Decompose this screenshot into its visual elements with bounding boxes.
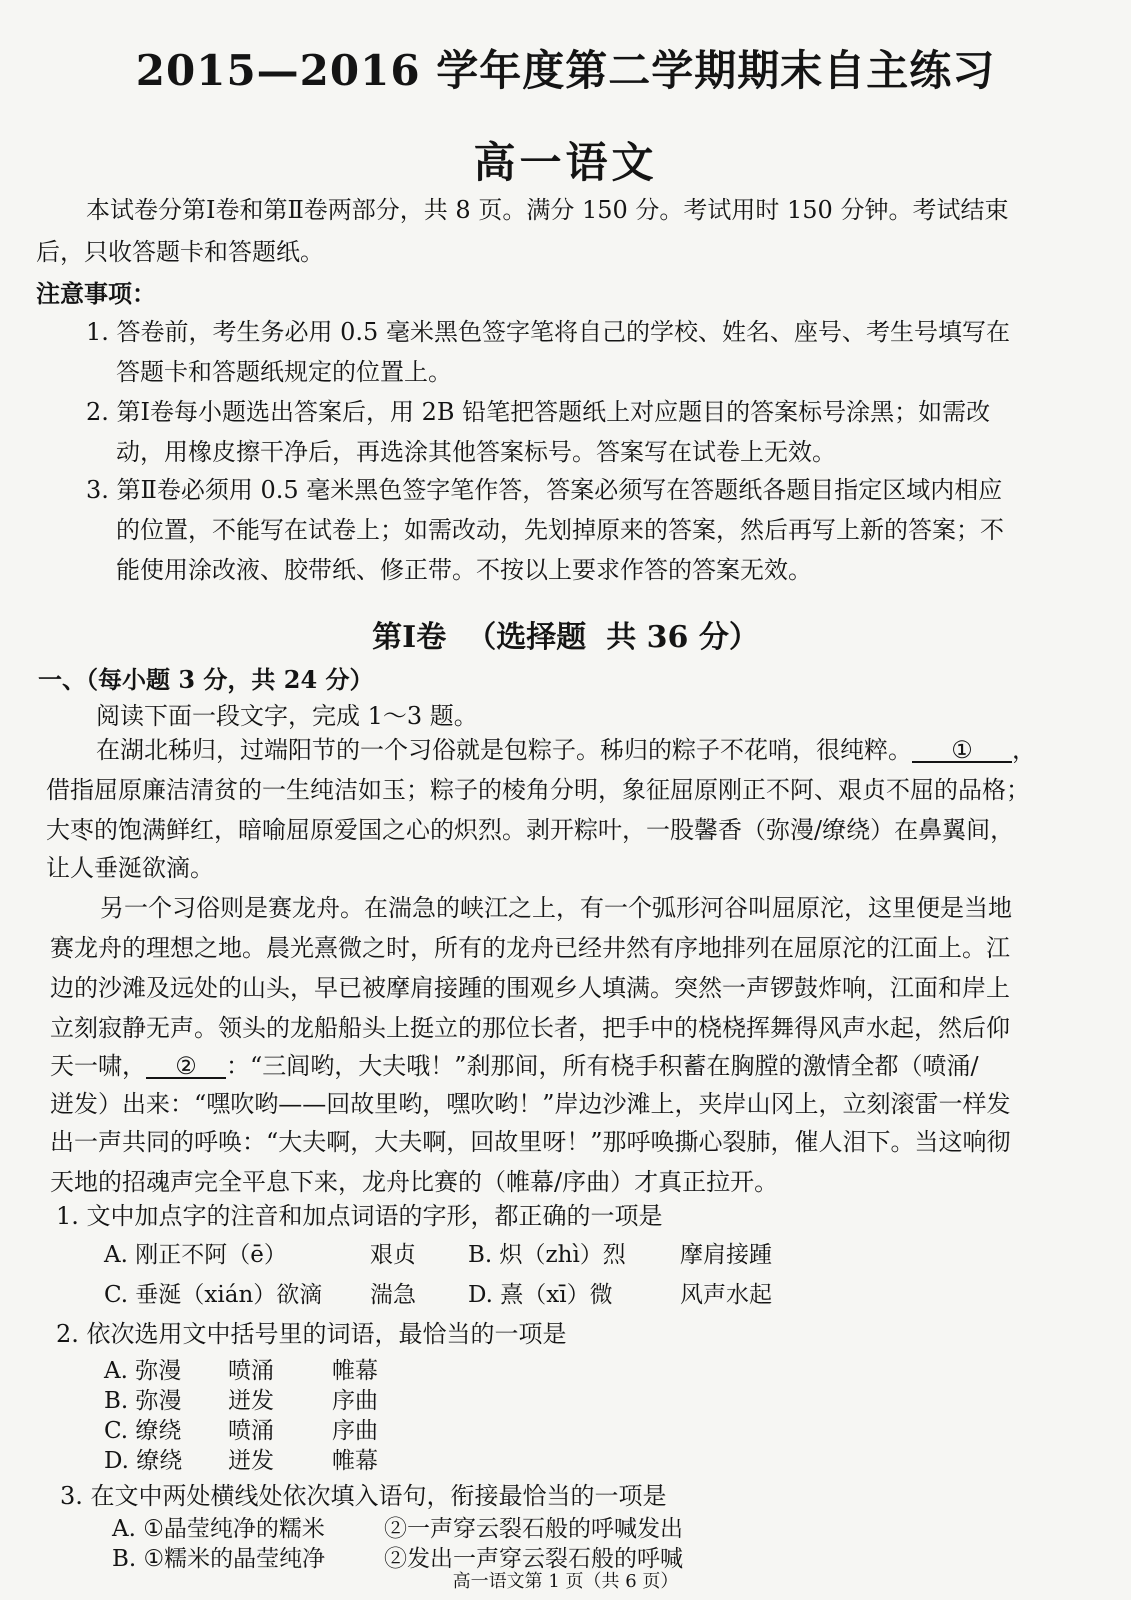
- passage-line: 另一个习俗则是赛龙舟。在湍急的峡江之上，有一个弧形河谷叫屈原沱，这里便是当地: [100, 894, 1012, 922]
- passage-text: 天一啸，: [50, 1052, 146, 1080]
- q3-option-b-part2: ②发出一声穿云裂石般的呼喊: [384, 1546, 683, 1572]
- part-heading: 一、（每小题 3 分，共 24 分）: [38, 665, 374, 694]
- q2-option-b: [104, 1382, 378, 1415]
- passage-line: 赛龙舟的理想之地。晨光熹微之时，所有的龙舟已经井然有序地排列在屈原沱的江面上。江: [50, 934, 1010, 962]
- exam-title: 2015—2016 学年度第二学期期末自主练习: [135, 46, 996, 95]
- notice-line: 1. 答卷前，考生务必用 0.5 毫米黑色签字笔将自己的学校、姓名、座号、考生号填写在: [86, 318, 1010, 346]
- q1-option-d-word: 风声水起: [680, 1282, 772, 1308]
- intro-line-1: 本试卷分第Ⅰ卷和第Ⅱ卷两部分，共 8 页。满分 150 分。考试用时 150 分钟。考试结束: [86, 196, 1009, 224]
- blank-2: ②: [146, 1055, 226, 1079]
- notice-line: 答题卡和答题纸规定的位置上。: [116, 358, 452, 386]
- q2-word: 序曲: [332, 1418, 378, 1444]
- notice-line: 3. 第Ⅱ卷必须用 0.5 毫米黑色签字笔作答，答案必须写在答题纸各题目指定区域内相应: [86, 476, 1003, 504]
- q2-word: C. 缭绕: [104, 1418, 182, 1444]
- passage-text: 在湖北秭归，过端阳节的一个习俗就是包粽子。秭归的粽子不花哨，很纯粹。: [96, 736, 912, 764]
- q2-word: 迸发: [228, 1448, 274, 1474]
- passage-text: ，: [1012, 736, 1036, 764]
- section-heading: [0, 612, 1131, 656]
- q2-word: 喷涌: [228, 1418, 274, 1444]
- q1-option-c: C. 垂涎（xián）欲滴: [104, 1282, 323, 1308]
- q2-word: 喷涌: [228, 1358, 274, 1384]
- q1-option-b-word: 摩肩接踵: [680, 1242, 772, 1268]
- passage-line: [96, 730, 1036, 765]
- q2-word: 迸发: [228, 1388, 274, 1414]
- q2-word: 帷幕: [332, 1448, 378, 1474]
- question-1-stem: 1. 文中加点字的注音和加点词语的字形，都正确的一项是: [56, 1202, 663, 1230]
- passage-line: 立刻寂静无声。领头的龙船船头上挺立的那位长者，把手中的桡桡挥舞得风声水起，然后仰: [50, 1014, 1010, 1042]
- notice-line: 能使用涂改液、胶带纸、修正带。不按以上要求作答的答案无效。: [116, 556, 812, 584]
- passage-line: [50, 1046, 979, 1081]
- passage-line: 天地的招魂声完全平息下来，龙舟比赛的（帷幕/序曲）才真正拉开。: [50, 1168, 779, 1196]
- blank-1: ①: [912, 739, 1012, 763]
- question-2-stem: 2. 依次选用文中括号里的词语，最恰当的一项是: [56, 1320, 567, 1348]
- passage-line: 借指屈原廉洁清贫的一生纯洁如玉；粽子的棱角分明，象征屈原刚正不阿、艰贞不屈的品格；: [46, 776, 1030, 804]
- section-score: 共 36 分）: [606, 620, 759, 655]
- q1-option-c-word: 湍急: [370, 1282, 416, 1308]
- q1-option-d: D. 熹（xī）微: [468, 1282, 613, 1308]
- notice-line: 的位置，不能写在试卷上；如需改动，先划掉原来的答案，然后再写上新的答案；不: [116, 516, 1004, 544]
- q2-option-a: [104, 1352, 378, 1385]
- q2-word: D. 缭绕: [104, 1448, 183, 1474]
- intro-line-2: 后，只收答题卡和答题纸。: [36, 238, 324, 266]
- notice-line: 2. 第Ⅰ卷每小题选出答案后，用 2B 铅笔把答题纸上对应题目的答案标号涂黑；如需改: [86, 398, 991, 426]
- notice-line: 动，用橡皮擦干净后，再选涂其他答案标号。答案写在试卷上无效。: [116, 438, 836, 466]
- passage-line: 边的沙滩及远处的山头，早已被摩肩接踵的围观乡人填满。突然一声锣鼓炸响，江面和岸上: [50, 974, 1010, 1002]
- question-3-stem: 3. 在文中两处横线处依次填入语句，衔接最恰当的一项是: [60, 1482, 667, 1510]
- q1-option-b: B. 炽（zhì）烈: [468, 1242, 626, 1268]
- section-detail: （选择题: [466, 620, 587, 655]
- q3-option-a-part2: ②一声穿云裂石般的呼喊发出: [384, 1516, 683, 1542]
- q2-option-c: [104, 1412, 378, 1445]
- section-title: 第Ⅰ卷: [372, 620, 447, 655]
- notice-heading: 注意事项：: [36, 279, 156, 308]
- q2-option-d: [104, 1442, 378, 1475]
- passage-line: 迸发）出来：“嘿吹哟——回故里哟，嘿吹哟！”岸边沙滩上，夹岸山冈上，立刻滚雷一样发: [50, 1090, 1011, 1118]
- passage-line: 大枣的饱满鲜红，暗喻屈原爱国之心的炽烈。剥开粽叶，一股馨香（弥漫/缭绕）在鼻翼间，: [46, 816, 1015, 844]
- q2-word: A. 弥漫: [104, 1358, 182, 1384]
- page-footer: 高一语文第 1 页（共 6 页）: [452, 1571, 679, 1592]
- q1-option-a-word: 艰贞: [370, 1242, 416, 1268]
- part-instruction: 阅读下面一段文字，完成 1～3 题。: [96, 702, 478, 730]
- q2-word: 序曲: [332, 1388, 378, 1414]
- passage-line: 让人垂涎欲滴。: [46, 854, 214, 882]
- passage-text: ：“三闾哟，大夫哦！”刹那间，所有桡手积蓄在胸膛的激情全都（喷涌/: [226, 1052, 979, 1080]
- q2-word: 帷幕: [332, 1358, 378, 1384]
- exam-subject: 高一语文: [473, 138, 658, 187]
- q2-word: B. 弥漫: [104, 1388, 182, 1414]
- q3-option-a: A. ①晶莹纯净的糯米: [112, 1516, 325, 1542]
- q3-option-b: B. ①糯米的晶莹纯净: [112, 1546, 326, 1572]
- q1-option-a: A. 刚正不阿（ē）: [104, 1242, 287, 1268]
- passage-line: 出一声共同的呼唤：“大夫啊，大夫啊，回故里呀！”那呼唤撕心裂肺，催人泪下。当这响彻: [50, 1128, 1011, 1156]
